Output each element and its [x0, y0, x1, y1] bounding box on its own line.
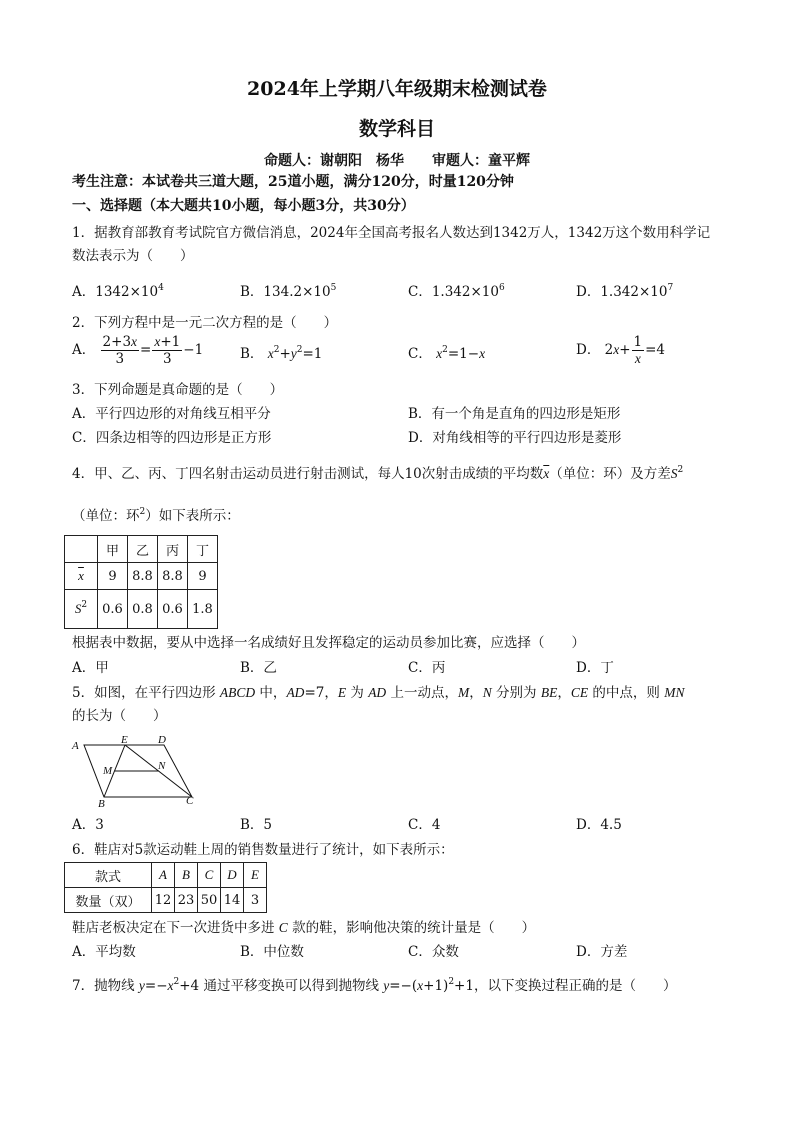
vertex-label: N	[158, 760, 166, 772]
q6-sales-table	[64, 862, 267, 913]
q3-option-d: D．对角线相等的平行四边形是菱形	[408, 430, 622, 446]
q6-option-b: B．中位数	[240, 944, 304, 960]
q4-option-a: A．甲	[72, 660, 109, 676]
table-cell: 14	[221, 888, 244, 913]
q3-option-b: B．有一个角是直角的四边形是矩形	[408, 406, 621, 422]
q1-option-b: B．$134.2\times 10^5$	[240, 283, 337, 300]
vertex-label: E	[121, 734, 128, 746]
q4-option-d: D．丁	[576, 660, 614, 676]
exam-title: 2024年上学期八年级期末检测试卷	[247, 78, 547, 100]
q1-text-line2: 数法表示为（ ）	[72, 248, 194, 264]
table-row-label: 款式	[65, 863, 152, 888]
section-heading: 一、选择题（本大题共10小题，每小题3分，共30分）	[72, 198, 415, 214]
q6-text-line2: 鞋店老板决定在下一次进货中多进 C 款的鞋，影响他决策的统计量是（ ）	[72, 920, 536, 936]
vertex-label: M	[103, 765, 113, 777]
q1-option-c: C．$1.342\times 10^6$	[408, 283, 505, 300]
q1-text-line1: 1．据教育部教育考试院官方微信消息，2024年全国高考报名人数达到1342万人，1342万这个数用科学记	[72, 225, 711, 241]
table-header-cell: 丙	[158, 536, 188, 563]
authors-line: 命题人：谢朝阳 杨华 审题人：童平辉	[264, 153, 530, 169]
table-cell: 3	[244, 888, 267, 913]
q1-option-a: A．$1342\times 10^4$	[72, 283, 164, 300]
exam-notice: 考生注意：本试卷共三道大题，25道小题，满分120分，时量120分钟	[72, 174, 514, 190]
q3-option-c: C．四条边相等的四边形是正方形	[72, 430, 272, 446]
q2-option-a: A． $\frac{2+3x}{3}$ = $\frac{x+1}{3}$ −1	[72, 334, 204, 367]
table-header-cell: 丁	[188, 536, 218, 563]
table-cell: 12	[152, 888, 175, 913]
table-header-cell: A	[152, 863, 175, 888]
table-header-cell: D	[221, 863, 244, 888]
vertex-label: B	[98, 798, 105, 809]
q6-option-a: A．平均数	[72, 944, 136, 960]
q3-text: 3．下列命题是真命题的是（ ）	[72, 382, 284, 398]
q5-option-a: A．3	[72, 817, 104, 833]
q1-option-d: D．$1.342\times 10^7$	[576, 283, 674, 300]
table-row-label: 数量（双）	[65, 888, 152, 913]
q4-option-c: C．丙	[408, 660, 446, 676]
q4-text-line1: 4．甲、乙、丙、丁四名射击运动员进行射击测试，每人10次射击成绩的平均数$\overline{x}$（单位：环）及方差$S^2$	[72, 465, 684, 482]
table-cell: 23	[175, 888, 198, 913]
table-cell: 9	[98, 563, 128, 590]
subject-title: 数学科目	[358, 118, 435, 140]
q4-text-line2: （单位：环$^2$）如下表所示：	[72, 507, 240, 524]
table-corner-cell	[65, 536, 98, 563]
table-cell: 0.8	[128, 590, 158, 629]
q6-option-d: D．方差	[576, 944, 628, 960]
q6-text: 6．鞋店对5款运动鞋上周的销售数量进行了统计，如下表所示：	[72, 842, 454, 858]
q5-option-d: D．4.5	[576, 817, 622, 833]
mean-symbol-cell: $\overline{x}$	[65, 563, 98, 590]
vertex-label: A	[72, 740, 79, 752]
table-header-cell: 乙	[128, 536, 158, 563]
q5-text-line1: 5．如图，在平行四边形 ABCD 中，AD=7，E 为 AD 上一动点，M，N 分别为 BE，CE 的中点，则 MN	[72, 685, 685, 701]
table-cell: 1.8	[188, 590, 218, 629]
q2-option-d: D． 2x+ $\frac{1}{x}$ =4	[576, 334, 666, 366]
table-cell: 0.6	[98, 590, 128, 629]
table-header-cell: B	[175, 863, 198, 888]
table-cell: 8.8	[128, 563, 158, 590]
q3-option-a: A．平行四边形的对角线互相平分	[72, 406, 271, 422]
table-header-cell: 甲	[98, 536, 128, 563]
q7-text: 7．抛物线 $y=-x^2+4$ 通过平移变换可以得到抛物线 $y=-(x+1)^2+1$，以下变换过程正确的是（ ）	[72, 977, 677, 994]
table-cell: 0.6	[158, 590, 188, 629]
q2-text: 2．下列方程中是一元二次方程的是（ ）	[72, 315, 338, 331]
q5-text-line2: 的长为（ ）	[72, 708, 167, 724]
q4-score-table	[64, 535, 218, 629]
q2-option-c: C． $x^2=1-x$	[408, 345, 486, 362]
table-cell: 9	[188, 563, 218, 590]
q4-option-b: B．乙	[240, 660, 277, 676]
vertex-label: D	[158, 734, 166, 746]
parallelogram-figure	[66, 733, 202, 809]
variance-symbol-cell: $S^2$	[65, 590, 98, 629]
q5-option-b: B．5	[240, 817, 273, 833]
q5-option-c: C．4	[408, 817, 441, 833]
vertex-label: C	[186, 795, 194, 807]
table-header-cell: C	[198, 863, 221, 888]
table-cell: 50	[198, 888, 221, 913]
table-header-cell: E	[244, 863, 267, 888]
table-cell: 8.8	[158, 563, 188, 590]
q4-text-line3: 根据表中数据，要从中选择一名成绩好且发挥稳定的运动员参加比赛，应选择（ ）	[72, 635, 585, 651]
q2-option-b: B． $x^2+y^2=1$	[240, 345, 323, 362]
q6-option-c: C．众数	[408, 944, 459, 960]
